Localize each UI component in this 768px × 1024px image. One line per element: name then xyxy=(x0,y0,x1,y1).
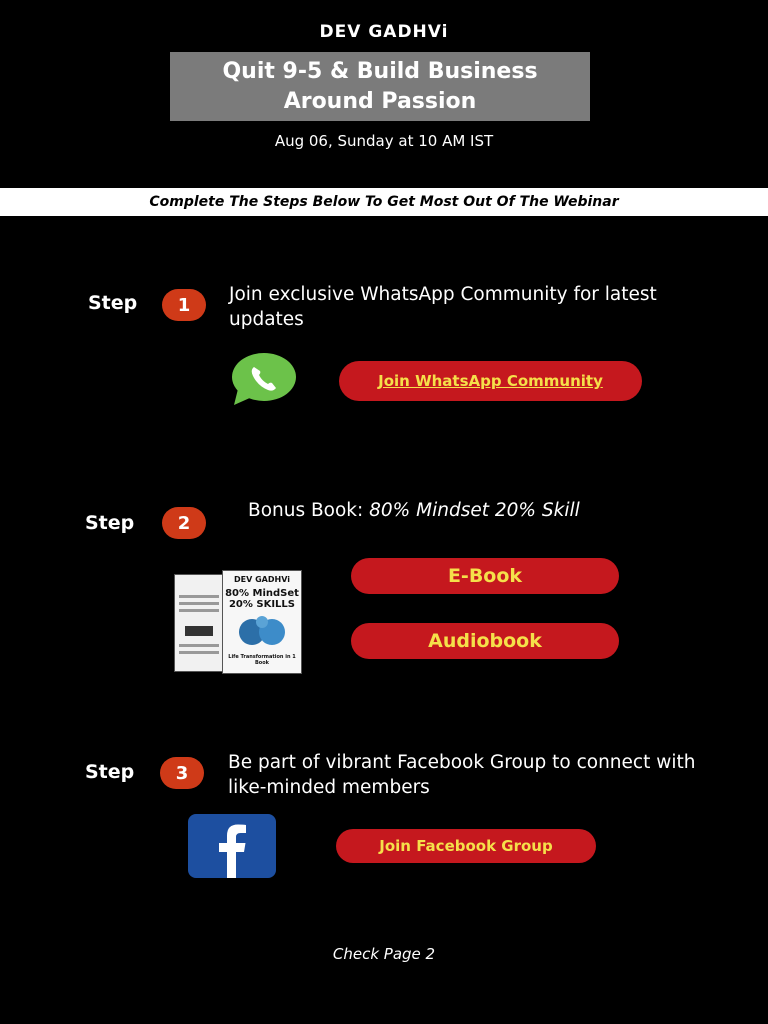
step-2-book-title: 80% Mindset 20% Skill xyxy=(369,500,580,521)
ebook-button[interactable] xyxy=(351,558,619,594)
footer-note: Check Page 2 xyxy=(332,945,436,963)
event-date: Aug 06, Sunday at 10 AM IST xyxy=(274,132,494,150)
step-3-text: Be part of vibrant Facebook Group to connect with like-minded members xyxy=(228,752,696,798)
join-whatsapp-button[interactable] xyxy=(339,361,642,401)
step-2-label: Step xyxy=(85,512,135,534)
audiobook-button-label: Audiobook xyxy=(428,630,542,652)
step-2-text xyxy=(248,498,708,523)
step-2-number-badge: 2 xyxy=(162,507,206,539)
join-whatsapp-button-label: Join WhatsApp Community xyxy=(378,372,603,390)
step-1-number-badge: 1 xyxy=(162,289,206,321)
join-facebook-button-label: Join Facebook Group xyxy=(379,837,553,855)
step-3-label: Step xyxy=(85,761,135,783)
brand-logo: DEV GADHVi xyxy=(319,22,449,42)
join-facebook-button[interactable] xyxy=(336,829,596,863)
page-title: Quit 9-5 & Build Business Around Passion xyxy=(222,58,538,114)
book-title-line1: 80% MindSet xyxy=(225,588,299,599)
ebook-button-label: E-Book xyxy=(447,565,523,587)
book-back-cover xyxy=(174,574,224,672)
step-2-text-prefix: Bonus Book: xyxy=(248,500,370,521)
audiobook-button[interactable] xyxy=(351,623,619,659)
book-author: DEV GADHVi xyxy=(234,575,290,584)
step-1-label: Step xyxy=(88,292,138,314)
book-cover-image xyxy=(174,570,306,674)
book-title-line2: 20% SKILLS xyxy=(228,599,296,610)
title-box xyxy=(170,52,590,121)
whatsapp-icon[interactable] xyxy=(230,353,298,405)
book-front-cover xyxy=(222,570,302,674)
brain-illustration xyxy=(232,610,292,650)
instruction-banner xyxy=(0,188,768,216)
step-1-text: Join exclusive WhatsApp Community for latest updates xyxy=(229,284,657,330)
book-tagline: Life Transformation in 1 Book xyxy=(228,654,296,666)
banner-text: Complete The Steps Below To Get Most Out Of The Webinar xyxy=(149,194,619,210)
facebook-icon[interactable] xyxy=(188,814,276,878)
step-3-number-badge: 3 xyxy=(160,757,204,789)
